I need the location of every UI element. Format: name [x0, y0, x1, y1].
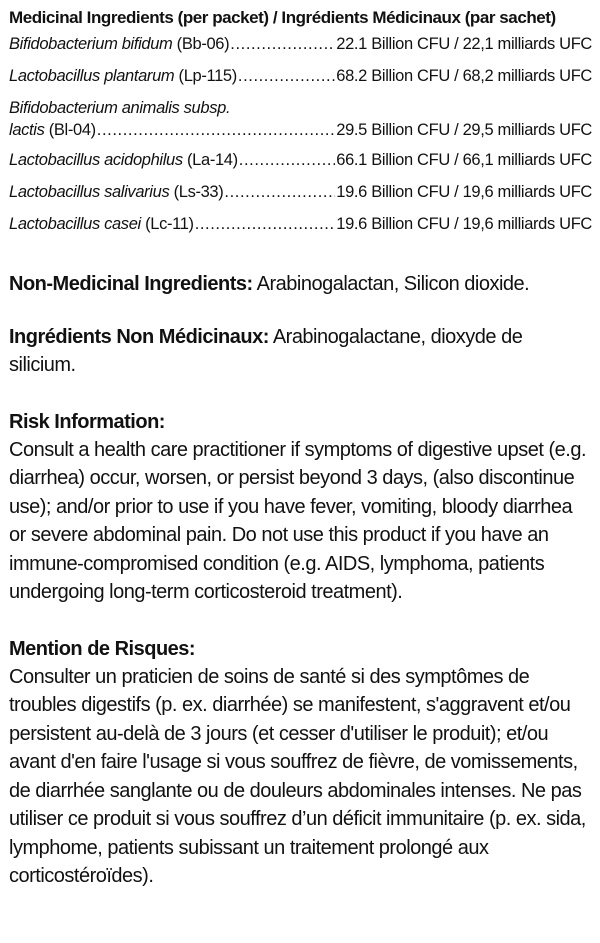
ingredient-species: Lactobacillus plantarum — [9, 67, 175, 85]
non-medicinal-label-en: Non-Medicinal Ingredients: — [9, 273, 253, 295]
ingredient-row — [9, 34, 592, 66]
ingredient-species-line1: Bifidobacterium animalis subsp. — [9, 99, 231, 117]
dot-leader — [224, 182, 335, 202]
risk-information-text: Consult a health care practitioner if symptoms of digestive upset (e.g. diarrhea) occur, worsen, or persist beyond 3 days, (also discontinue use); and/or prior to use if you have fever, vomiting, bloody diarrhea or severe abdominal pain. Do not use this product if you have an immune-compromised condition (e.g. AIDS, lymphoma, patients undergoing long-term corticosteroid treatment). — [9, 438, 587, 603]
ingredient-strain: (Lp-115) — [174, 67, 237, 85]
ingredient-strain: (Bb-06) — [172, 35, 230, 53]
ingredient-species: lactis — [9, 121, 45, 139]
risk-information-heading: Risk Information: — [9, 410, 165, 433]
medicinal-ingredients-header: Medicinal Ingredients (per packet) / Ingrédients Médicinaux (par sachet) — [9, 8, 556, 27]
ingredient-amount: 68.2 Billion CFU / 68,2 milliards UFC — [336, 67, 592, 85]
non-medicinal-ingredients-fr — [9, 323, 592, 380]
ingredient-species: Lactobacillus salivarius — [9, 183, 170, 201]
ingredient-row — [9, 182, 592, 214]
dot-leader — [238, 66, 335, 86]
ingredient-strain: (Lc-11) — [140, 215, 194, 233]
ingredient-amount: 66.1 Billion CFU / 66,1 milliards UFC — [336, 151, 592, 169]
dot-leader — [97, 120, 335, 140]
non-medicinal-text-en: Arabinogalactan, Silicon dioxide. — [252, 273, 530, 295]
ingredient-amount: 22.1 Billion CFU / 22,1 milliards UFC — [336, 35, 592, 53]
mention-de-risques-text: Consulter un praticien de soins de santé si des symptômes de troubles digestifs (p. ex. diarrhée) se manifestent, s'aggravent et/ou persistent au-delà de 3 jours (et cesser d'utiliser le produit); et/ou avant d'en faire l'usage si vous souffrez de fièvre, de vomissements, de diarrhée sanglante ou de douleurs abdominales intenses. Ne pas utiliser ce produit si vous souffrez d’un déficit immunitaire (p. ex. sida, lymphome, patients subissant un traitement prolongé aux corticostéroïdes). — [9, 665, 586, 887]
mention-de-risques-heading: Mention de Risques: — [9, 637, 196, 660]
dot-leader — [195, 214, 336, 234]
ingredient-strain: (Ls-33) — [169, 183, 224, 201]
ingredient-species: Bifidobacterium bifidum — [9, 35, 173, 53]
dot-leader — [230, 34, 335, 54]
ingredient-amount: 19.6 Billion CFU / 19,6 milliards UFC — [336, 183, 592, 201]
non-medicinal-text-fr: Arabinogalactane, dioxyde de silicium. — [9, 325, 523, 376]
ingredient-amount: 29.5 Billion CFU / 29,5 milliards UFC — [336, 121, 592, 139]
ingredient-row — [9, 150, 592, 182]
ingredient-amount: 19.6 Billion CFU / 19,6 milliards UFC — [336, 215, 592, 233]
ingredient-row — [9, 66, 592, 98]
ingredient-species: Lactobacillus casei — [9, 215, 141, 233]
ingredient-strain: (Bl-04) — [44, 121, 96, 139]
ingredient-strain: (La-14) — [182, 151, 238, 169]
non-medicinal-label-fr: Ingrédients Non Médicinaux: — [9, 325, 269, 348]
non-medicinal-ingredients-en — [9, 270, 592, 299]
ingredient-species: Lactobacillus acidophilus — [9, 151, 183, 169]
ingredient-row — [9, 98, 592, 150]
medicinal-ingredients-table — [9, 34, 592, 246]
dot-leader — [239, 150, 336, 170]
ingredient-row — [9, 214, 592, 246]
